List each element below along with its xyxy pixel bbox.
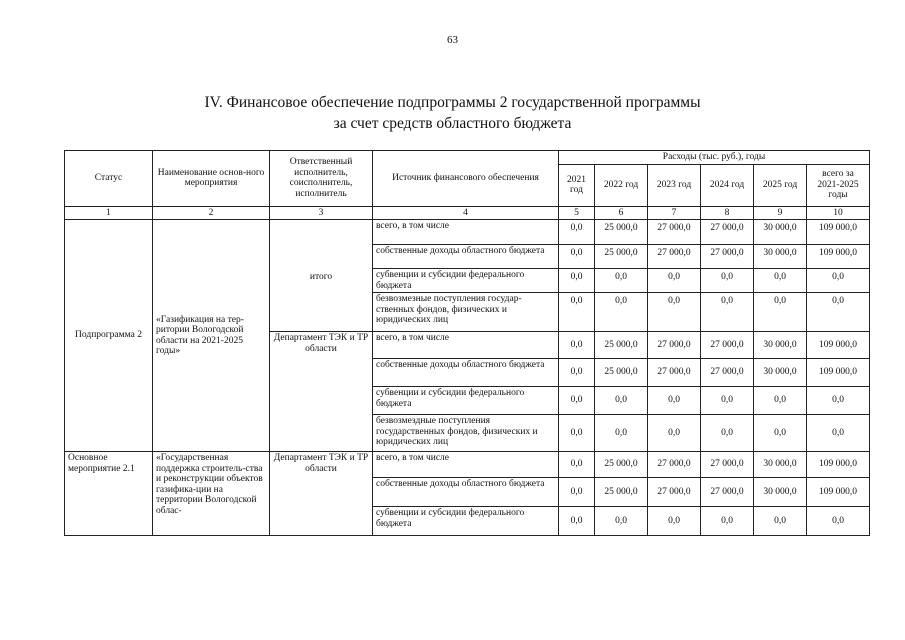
header-year: 2024 год [701, 164, 754, 206]
source-cell: всего, в том числе [373, 220, 559, 245]
value-cell: 27 000,0 [701, 478, 754, 507]
value-cell: 0,0 [648, 415, 701, 452]
value-cell: 0,0 [559, 415, 595, 452]
responsible-total: итого [270, 220, 373, 332]
value-cell: 109 000,0 [807, 478, 870, 507]
header-responsible: Ответственный исполнитель, соисполнитель, исполнитель [270, 151, 373, 207]
status-event: Основное мероприятие 2.1 [65, 452, 153, 536]
column-number: 8 [701, 206, 754, 220]
value-cell: 25 000,0 [595, 359, 648, 387]
value-cell: 0,0 [754, 293, 807, 332]
header-year: 2021 год [559, 164, 595, 206]
value-cell: 0,0 [807, 415, 870, 452]
value-cell: 109 000,0 [807, 245, 870, 269]
value-cell: 0,0 [595, 415, 648, 452]
value-cell: 27 000,0 [701, 332, 754, 359]
header-year: 2022 год [595, 164, 648, 206]
value-cell: 27 000,0 [648, 359, 701, 387]
value-cell: 27 000,0 [701, 245, 754, 269]
value-cell: 0,0 [754, 415, 807, 452]
value-cell: 0,0 [559, 359, 595, 387]
column-number: 2 [153, 206, 270, 220]
value-cell: 0,0 [807, 293, 870, 332]
event-name: «Государственная поддержка строитель-ства и реконструкции объектов газифика-ции на территории Вологодской облас- [153, 452, 270, 536]
value-cell: 0,0 [595, 269, 648, 293]
value-cell: 0,0 [559, 220, 595, 245]
value-cell: 27 000,0 [648, 245, 701, 269]
page-number: 63 [447, 34, 458, 46]
value-cell: 30 000,0 [754, 452, 807, 478]
value-cell: 0,0 [595, 387, 648, 415]
source-cell: собственные доходы областного бюджета [373, 478, 559, 507]
header-year: 2025 год [754, 164, 807, 206]
document-title [0, 92, 905, 134]
value-cell: 109 000,0 [807, 359, 870, 387]
value-cell: 0,0 [701, 387, 754, 415]
responsible-department: Департамент ТЭК и ТР области [270, 452, 373, 536]
value-cell: 0,0 [559, 293, 595, 332]
value-cell: 0,0 [559, 269, 595, 293]
header-year: 2023 год [648, 164, 701, 206]
value-cell: 30 000,0 [754, 359, 807, 387]
value-cell: 27 000,0 [648, 452, 701, 478]
source-cell: безвозмездные поступления государственных фондов, физических и юридических лиц [373, 415, 559, 452]
source-cell: всего, в том числе [373, 332, 559, 359]
value-cell: 0,0 [754, 387, 807, 415]
column-number: 3 [270, 206, 373, 220]
value-cell: 30 000,0 [754, 245, 807, 269]
value-cell: 0,0 [559, 387, 595, 415]
source-cell: собственные доходы областного бюджета [373, 245, 559, 269]
value-cell: 0,0 [595, 293, 648, 332]
table-row [65, 452, 870, 478]
responsible-department: Департамент ТЭК и ТР области [270, 332, 373, 452]
value-cell: 30 000,0 [754, 478, 807, 507]
source-cell: субвенции и субсидии федерального бюджета [373, 269, 559, 293]
value-cell: 25 000,0 [595, 478, 648, 507]
source-cell: собственные доходы областного бюджета [373, 359, 559, 387]
value-cell: 0,0 [648, 507, 701, 536]
value-cell: 109 000,0 [807, 452, 870, 478]
value-cell: 0,0 [559, 452, 595, 478]
value-cell: 27 000,0 [701, 220, 754, 245]
column-number: 5 [559, 206, 595, 220]
value-cell: 27 000,0 [701, 359, 754, 387]
header-event-name: Наименование основ-ного мероприятия [153, 151, 270, 207]
title-line-2: за счет средств областного бюджета [333, 115, 572, 132]
value-cell: 25 000,0 [595, 452, 648, 478]
value-cell: 0,0 [648, 387, 701, 415]
value-cell: 0,0 [595, 507, 648, 536]
column-number: 10 [807, 206, 870, 220]
value-cell: 109 000,0 [807, 332, 870, 359]
value-cell: 27 000,0 [648, 332, 701, 359]
value-cell: 30 000,0 [754, 220, 807, 245]
source-cell: субвенции и субсидии федерального бюджета [373, 387, 559, 415]
value-cell: 0,0 [701, 415, 754, 452]
source-cell: субвенции и субсидии федерального бюджета [373, 507, 559, 536]
status-subprogram: Подпрограмма 2 [65, 220, 153, 452]
title-line-1: IV. Финансовое обеспечение подпрограммы 2 государственной программы [204, 94, 701, 111]
header-year-total: всего за 2021-2025 годы [807, 164, 870, 206]
value-cell: 0,0 [701, 507, 754, 536]
value-cell: 25 000,0 [595, 332, 648, 359]
value-cell: 0,0 [754, 269, 807, 293]
column-number: 9 [754, 206, 807, 220]
value-cell: 27 000,0 [648, 220, 701, 245]
column-number: 1 [65, 206, 153, 220]
value-cell: 27 000,0 [648, 478, 701, 507]
value-cell: 25 000,0 [595, 220, 648, 245]
source-cell: всего, в том числе [373, 452, 559, 478]
value-cell: 0,0 [807, 387, 870, 415]
value-cell: 0,0 [559, 332, 595, 359]
value-cell: 109 000,0 [807, 220, 870, 245]
financing-table [64, 150, 870, 536]
column-number: 7 [648, 206, 701, 220]
value-cell: 25 000,0 [595, 245, 648, 269]
value-cell: 0,0 [559, 245, 595, 269]
value-cell: 0,0 [807, 269, 870, 293]
value-cell: 0,0 [807, 507, 870, 536]
value-cell: 0,0 [648, 269, 701, 293]
header-expenses: Расходы (тыс. руб.), годы [559, 151, 870, 165]
value-cell: 0,0 [701, 269, 754, 293]
column-number: 4 [373, 206, 559, 220]
source-cell: безвозмезные поступления государ-ственных фондов, физических и юридических лиц [373, 293, 559, 332]
value-cell: 0,0 [648, 293, 701, 332]
value-cell: 0,0 [559, 507, 595, 536]
value-cell: 27 000,0 [701, 452, 754, 478]
header-source: Источник финансового обеспечения [373, 151, 559, 207]
value-cell: 0,0 [559, 478, 595, 507]
value-cell: 30 000,0 [754, 332, 807, 359]
header-status: Статус [65, 151, 153, 207]
table-row [65, 220, 870, 245]
value-cell: 0,0 [754, 507, 807, 536]
value-cell: 0,0 [701, 293, 754, 332]
column-number: 6 [595, 206, 648, 220]
subprogram-name: «Газификация на тер-ритории Вологодской области на 2021-2025 годы» [153, 220, 270, 452]
